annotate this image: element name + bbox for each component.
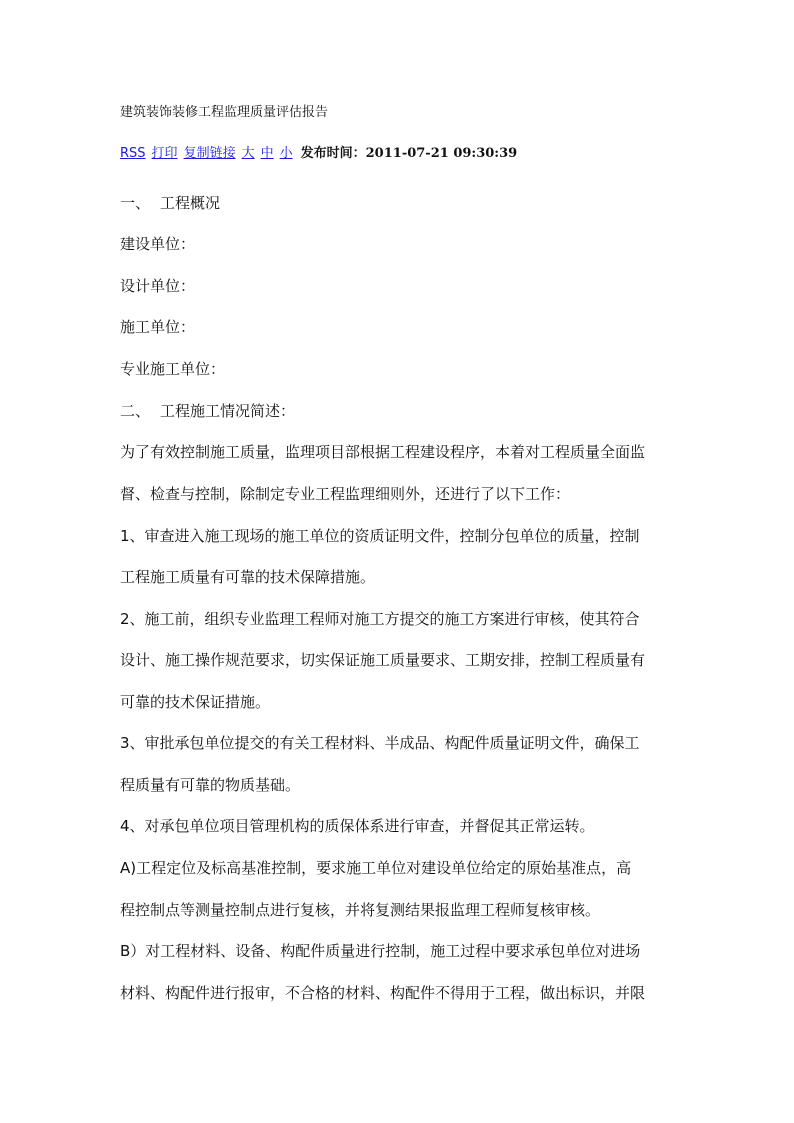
body-line: 2、施工前，组织专业监理工程师对施工方提交的施工方案进行审核，使其符合 xyxy=(120,610,640,628)
section-number: 二、 xyxy=(120,402,151,420)
font-size-large-link[interactable]: 大 xyxy=(241,146,255,161)
body-line: 4、对承包单位项目管理机构的质保体系进行审查，并督促其正常运转。 xyxy=(120,817,595,835)
document-title: 建筑装饰装修工程监理质量评估报告 xyxy=(120,105,329,120)
field-design-unit: 设计单位： xyxy=(120,277,196,295)
font-size-medium-link[interactable]: 中 xyxy=(260,146,274,161)
field-construction-unit: 建设单位： xyxy=(120,235,196,253)
field-specialty-unit: 专业施工单位： xyxy=(120,360,226,378)
body-line: 1、审查进入施工现场的施工单位的资质证明文件，控制分包单位的质量，控制 xyxy=(120,527,640,545)
body-line: 为了有效控制施工质量，监理项目部根据工程建设程序，本着对工程质量全面监 xyxy=(120,443,646,461)
body-line: 工程施工质量有可靠的技术保障措施。 xyxy=(120,568,376,586)
body-line: A)工程定位及标高基准控制，要求施工单位对建设单位给定的原始基准点，高 xyxy=(120,859,632,877)
section-number: 一、 xyxy=(120,194,151,212)
body-line: 设计、施工操作规范要求，切实保证施工质量要求、工期安排，控制工程质量有 xyxy=(120,651,646,669)
body-line: B）对工程材料、设备、构配件质量进行控制，施工过程中要求承包单位对进场 xyxy=(120,942,641,960)
section-title: 工程施工情况简述： xyxy=(160,402,296,420)
publish-time-label: 发布时间： xyxy=(300,146,366,161)
field-builder-unit: 施工单位： xyxy=(120,318,196,336)
body-line: 督、检查与控制，除制定专业工程监理细则外，还进行了以下工作： xyxy=(120,485,571,503)
publish-time-value: 2011-07-21 09:30:39 xyxy=(365,146,518,161)
copy-link-link[interactable]: 复制链接 xyxy=(183,146,236,161)
body-line: 程质量有可靠的物质基础。 xyxy=(120,776,301,794)
section-heading-overview xyxy=(120,192,220,214)
section-title: 工程概况 xyxy=(160,194,221,212)
section-heading-construction xyxy=(120,400,295,422)
body-line: 3、审批承包单位提交的有关工程材料、半成品、构配件质量证明文件，确保工 xyxy=(120,734,640,752)
font-size-small-link[interactable]: 小 xyxy=(279,146,293,161)
print-link[interactable]: 打印 xyxy=(151,146,178,161)
article-toolbar xyxy=(120,144,517,164)
body-line: 材料、构配件进行报审，不合格的材料、构配件不得用于工程，做出标识，并限 xyxy=(120,984,646,1002)
body-line: 程控制点等测量控制点进行复核，并将复测结果报监理工程师复核审核。 xyxy=(120,901,601,919)
body-line: 可靠的技术保证措施。 xyxy=(120,693,271,711)
rss-link[interactable]: RSS xyxy=(120,146,146,161)
